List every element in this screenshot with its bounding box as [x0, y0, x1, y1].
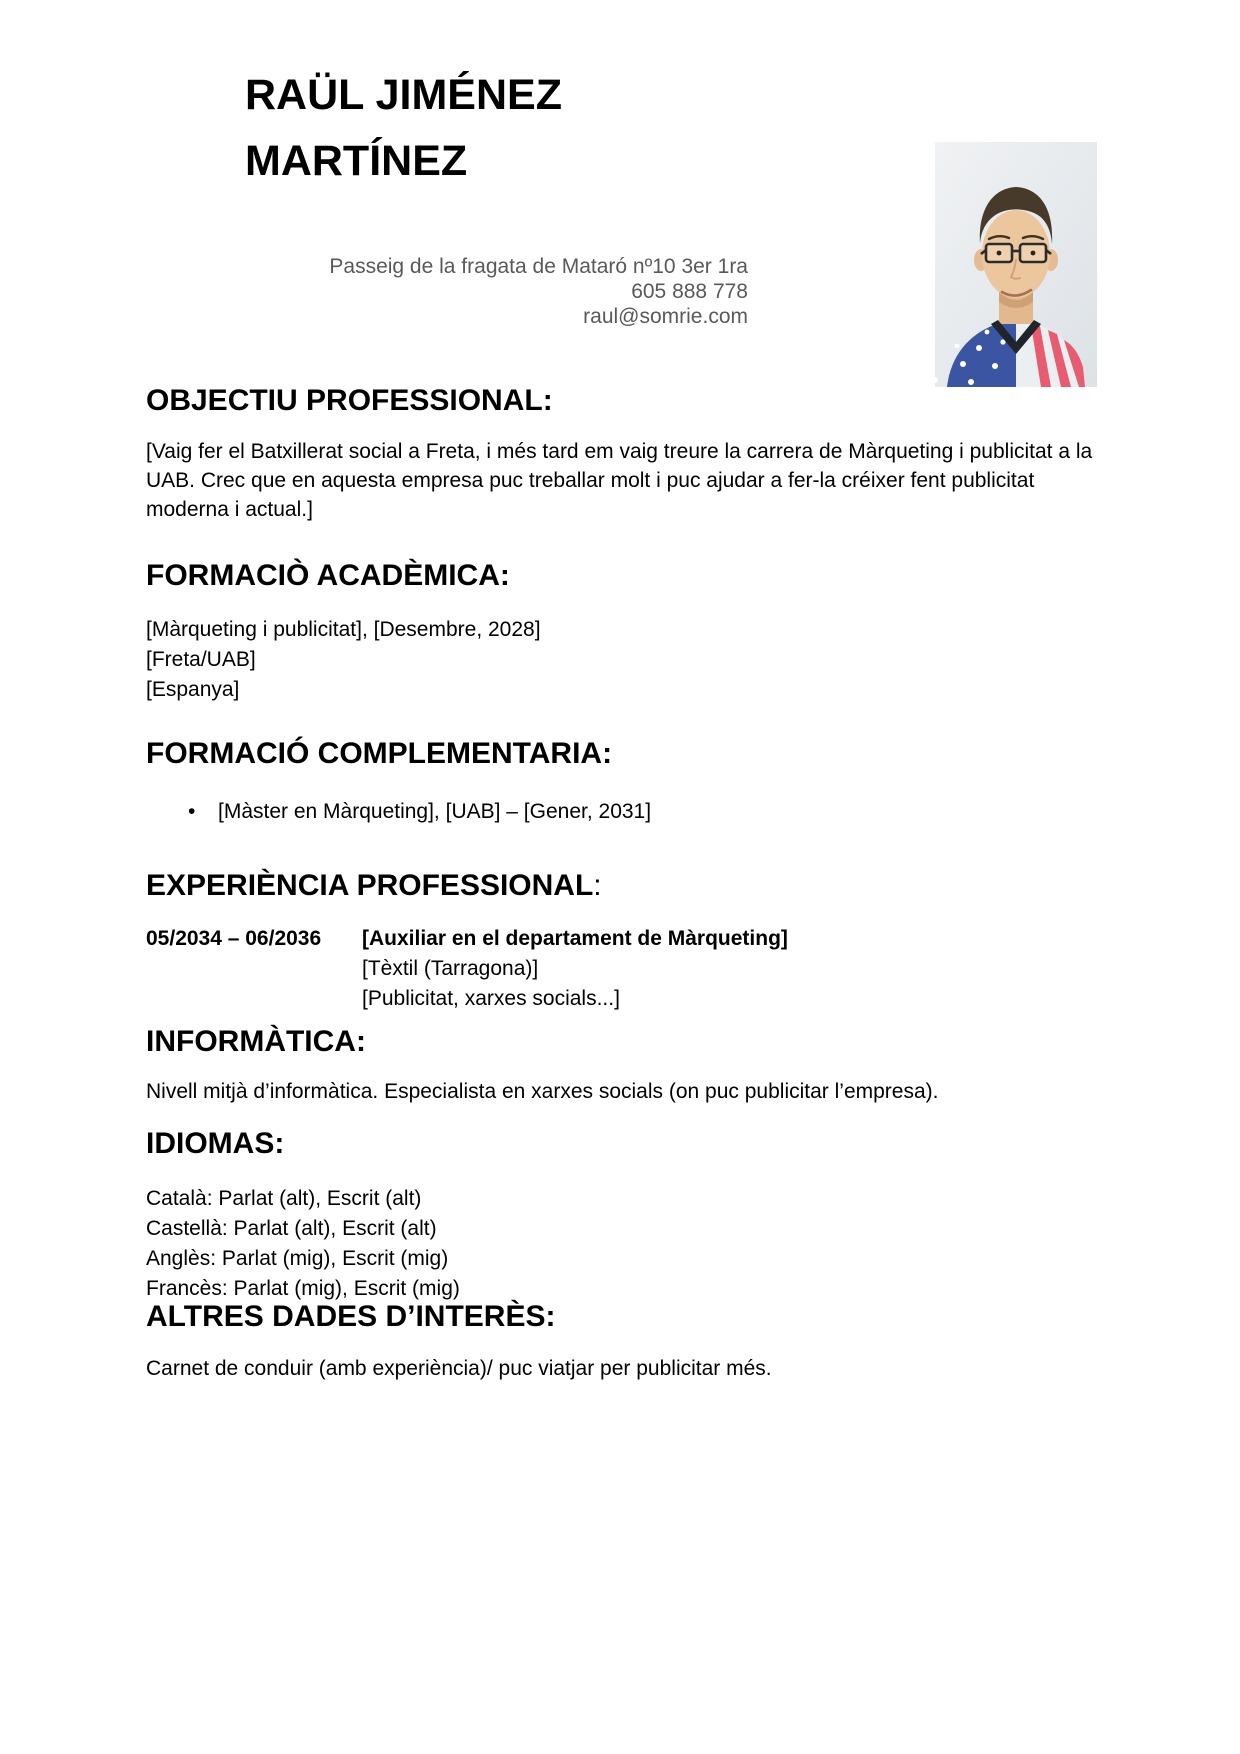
person-name-line1: RAÜL JIMÉNEZ	[245, 71, 562, 119]
complementaria-item-text: [Màster en Màrqueting], [UAB] – [Gener, 2031]	[218, 800, 652, 823]
complementaria-bullet-item	[146, 797, 651, 827]
heading-formacio-academica: FORMACIÒ ACADÈMICA:	[146, 559, 510, 592]
contact-email: raul@somrie.com	[583, 305, 748, 328]
contact-address: Passeig de la fragata de Mataró nº10 3er 1ra	[329, 255, 748, 278]
informatica-text: Nivell mitjà d’informàtica. Especialista en xarxes socials (on puc publicitar l’empresa).	[146, 1080, 939, 1103]
idioma-line: Català: Parlat (alt), Escrit (alt)	[146, 1187, 422, 1210]
idiomas-list	[146, 1184, 460, 1304]
heading-idiomas: IDIOMAS:	[146, 1127, 285, 1160]
experience-date-range: 05/2034 – 06/2036	[146, 927, 322, 950]
bullet-icon: •	[188, 800, 196, 823]
heading-objectiu-professional: OBJECTIU PROFESSIONAL:	[146, 384, 553, 417]
objectiu-paragraph	[146, 437, 1092, 524]
idioma-line: Francès: Parlat (mig), Escrit (mig)	[146, 1277, 460, 1300]
heading-informatica: INFORMÀTICA:	[146, 1025, 366, 1058]
idioma-line: Castellà: Parlat (alt), Escrit (alt)	[146, 1217, 437, 1240]
contact-phone: 605 888 778	[631, 280, 748, 303]
formacio-academica-line: [Espanya]	[146, 678, 240, 701]
objectiu-line: moderna i actual.]	[146, 498, 313, 521]
formacio-academica-line: [Freta/UAB]	[146, 648, 256, 671]
heading-experiencia-professional: EXPERIÈNCIA PROFESSIONAL:	[146, 869, 602, 902]
contact-block	[146, 254, 748, 329]
formacio-academica-list	[146, 615, 541, 705]
formacio-academica-line: [Màrqueting i publicitat], [Desembre, 2028]	[146, 618, 541, 641]
profile-photo	[935, 142, 1097, 387]
person-name-line2: MARTÍNEZ	[245, 137, 468, 185]
altres-text: Carnet de conduir (amb experiència)/ puc viatjar per publicitar més.	[146, 1357, 772, 1380]
experience-details	[362, 924, 788, 1014]
experience-role: [Auxiliar en el departament de Màrqueting]	[362, 927, 788, 950]
heading-altres-dades: ALTRES DADES D’INTERÈS:	[146, 1300, 556, 1333]
profile-photo-illustration	[935, 142, 1097, 387]
objectiu-line: UAB. Crec que en aquesta empresa puc treballar molt i puc ajudar a fer-la créixer fent publicitat	[146, 469, 1035, 492]
person-name	[245, 62, 562, 194]
experience-tasks: [Publicitat, xarxes socials...]	[362, 987, 620, 1010]
objectiu-line: [Vaig fer el Batxillerat social a Freta, i més tard em vaig treure la carrera de Màrqueting i publicitat a la	[146, 440, 1093, 463]
idioma-line: Anglès: Parlat (mig), Escrit (mig)	[146, 1247, 449, 1270]
experience-company: [Tèxtil (Tarragona)]	[362, 957, 539, 980]
heading-formacio-complementaria: FORMACIÓ COMPLEMENTARIA:	[146, 737, 613, 770]
